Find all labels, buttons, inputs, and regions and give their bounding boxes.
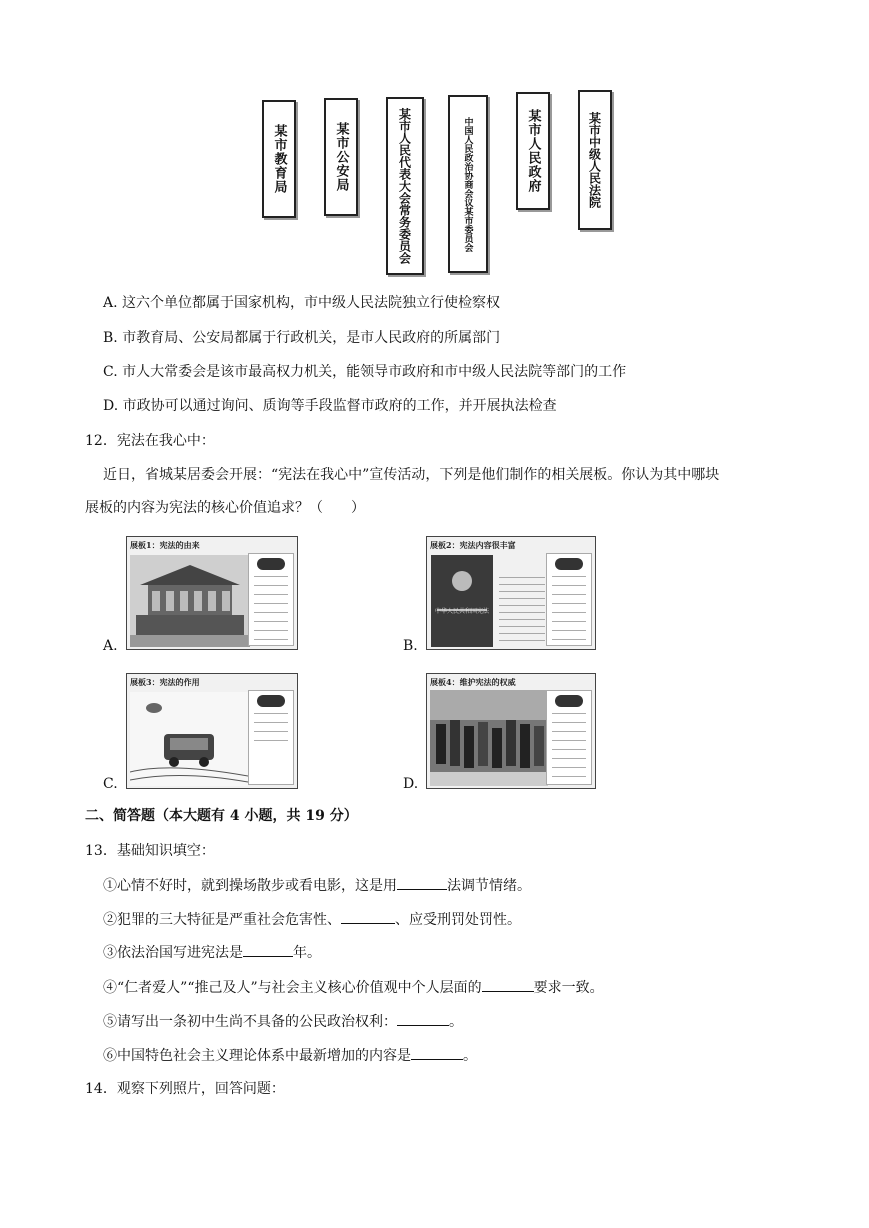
constitution-contents-list — [499, 577, 545, 643]
display-board-2-text — [546, 553, 592, 646]
display-board-4 — [426, 673, 596, 789]
crowd-photo — [430, 690, 548, 786]
q13-item-2-after: 、应受刑罚处罚性。 — [395, 912, 521, 928]
display-board-1 — [126, 536, 298, 650]
display-board-2 — [426, 536, 596, 650]
q13-item-3-after: 年。 — [293, 945, 321, 961]
constitution-book-icon — [431, 555, 493, 647]
q11-option-d: D. 市政协可以通过询问、质询等手段监督市政府的工作，并开展执法检查 — [103, 398, 557, 414]
q13-item-5 — [103, 1011, 463, 1032]
q13-title: 13．基础知识填空： — [85, 843, 215, 859]
q13-item-4-blank[interactable] — [482, 977, 534, 992]
display-board-4-title: 展板4：维护宪法的权威 — [430, 677, 516, 687]
q13-item-6-blank[interactable] — [411, 1045, 463, 1060]
q12-title: 12．宪法在我心中： — [85, 433, 215, 449]
display-board-2-title: 展板2：宪法内容很丰富 — [430, 540, 516, 550]
display-board-1-title: 展板1：宪法的由来 — [130, 540, 200, 550]
constitution-book-title: 中华人民共和国宪法 — [434, 608, 489, 615]
q13-item-5-after: 。 — [449, 1014, 463, 1030]
q12-stem-line1: 近日，省城某居委会开展：“宪法在我心中”宣传活动，下列是他们制作的相关展板。你认为其中哪块 — [103, 467, 720, 483]
display-board-1-text — [248, 553, 294, 646]
plaque-city-government: 某市人民政府 — [516, 92, 550, 210]
q13-item-5-before: ⑤请写出一条初中生尚不具备的公民政治权利： — [103, 1014, 397, 1030]
section-2-title: 二、简答题（本大题有 4 小题，共 19 分） — [85, 808, 358, 824]
q13-item-3-before: ③依法治国写进宪法是 — [103, 945, 243, 961]
q13-item-4-before: ④“仁者爱人”“推己及人”与社会主义核心价值观中个人层面的 — [103, 980, 482, 996]
q13-item-3 — [103, 942, 321, 963]
q13-item-4-after: 要求一致。 — [533, 980, 604, 996]
q13-item-2-blank[interactable] — [341, 909, 395, 924]
plaque-cppcc-committee: 中国人民政治协商会议某市委员会 — [448, 95, 488, 273]
q12-label-b: B. — [403, 638, 418, 654]
plaque-npc-standing-committee: 某市人民代表大会常务委员会 — [386, 97, 424, 275]
q14-title: 14．观察下列照片，回答问题： — [85, 1081, 285, 1097]
q13-item-1-before: ①心情不好时，就到操场散步或看电影，这是用 — [103, 878, 397, 894]
display-board-3-text — [248, 690, 294, 785]
display-board-4-text — [546, 690, 592, 785]
q13-item-1-blank[interactable] — [397, 875, 447, 890]
q11-option-a: A. 这六个单位都属于国家机构，市中级人民法院独立行使检察权 — [103, 295, 501, 311]
q13-item-6-before: ⑥中国特色社会主义理论体系中最新增加的内容是 — [103, 1048, 411, 1064]
q13-item-1 — [103, 875, 531, 896]
q13-item-2-before: ②犯罪的三大特征是严重社会危害性、 — [103, 912, 341, 928]
building-photo — [130, 555, 250, 647]
plaque-intermediate-court: 某市中级人民法院 — [578, 90, 612, 230]
q13-item-3-blank[interactable] — [243, 942, 293, 957]
plaque-public-security-bureau: 某市公安局 — [324, 98, 358, 216]
q13-item-4 — [103, 977, 604, 998]
car-illustration — [130, 692, 248, 786]
q11-option-b: B. 市教育局、公安局都属于行政机关，是市人民政府的所属部门 — [103, 330, 501, 346]
q12-label-c: C. — [103, 776, 118, 792]
q13-item-6-after: 。 — [463, 1048, 477, 1064]
q13-item-5-blank[interactable] — [397, 1011, 449, 1026]
q13-item-2 — [103, 909, 521, 930]
q12-label-a: A. — [103, 638, 118, 654]
q13-item-6 — [103, 1045, 477, 1066]
plaque-education-bureau: 某市教育局 — [262, 100, 296, 218]
display-board-3-title: 展板3：宪法的作用 — [130, 677, 200, 687]
q11-option-c: C. 市人大常委会是该市最高权力机关，能领导市政府和市中级人民法院等部门的工作 — [103, 364, 627, 380]
q13-item-1-after: 法调节情绪。 — [447, 878, 531, 894]
display-board-3 — [126, 673, 298, 789]
q12-label-d: D. — [403, 776, 419, 792]
q12-stem-line2: 展板的内容为宪法的核心价值追求？（ ） — [85, 500, 365, 516]
